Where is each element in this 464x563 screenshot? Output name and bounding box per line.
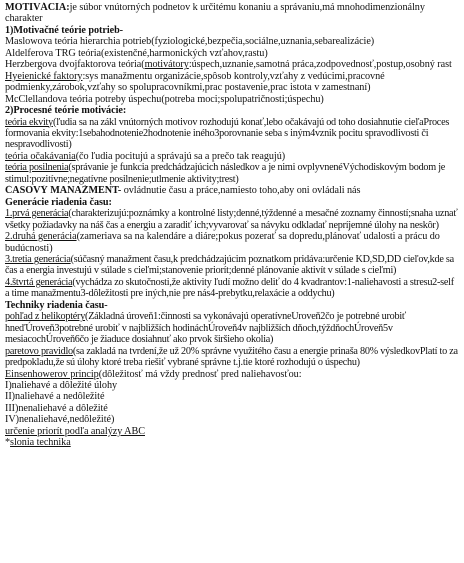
equity-term: teória ekvity	[5, 116, 53, 128]
abc-analysis-term: určenie priorít podľa analýzy ABC	[5, 425, 145, 437]
generation-3-definition: (súčasný manažment času,k predchádzajúcim poznatkom pridáva:určenie KD,SD,DD cieľov,kde sa čas a energia investujú v súlade s cieľmi;stanovenie priorít;denné plánovanie aktivít v súlade s cieľmi)	[5, 253, 454, 277]
motivacia-definition: je súbor vnútorných podnetov k určitému konaniu a správaniu,má mnohodimenzionálny charakter	[5, 2, 425, 25]
generation-3-term: 3.tretia generácia	[5, 253, 71, 265]
generation-3-paragraph	[5, 254, 459, 277]
section-heading-motivation-needs: 1)Motivačné teórie potrieb-	[5, 24, 124, 36]
generation-1-definition: (charakterizujú:poznámky a kontrolné listy;denné,týždenné a mesačné zoznamy činností;snaha uznať všetky požiadavky na náš čas a energiu a zaradiť ich;vyvarovať sa návyku odkladať nepríjemné úlohy na neskôr)	[5, 208, 458, 231]
generation-1-term: 1.prvá generácia	[5, 208, 69, 220]
helicopter-paragraph	[5, 311, 459, 345]
generation-4-term: 4.štvrtá generácia	[5, 276, 73, 288]
section-heading-generations: Generácie riadenia času:	[5, 196, 112, 208]
eisenhower-line	[5, 369, 459, 380]
section-heading-techniques: Techniky riadenia času-	[5, 299, 108, 311]
quadrant-2: II)naliehavé a nedôležité	[5, 391, 105, 403]
equity-definition: (ľudia sa na zákl vnútorných motivov rozhodujú konať,lebo očakávajú od toho dosiahnutie cieľaProces formovania ekvity:1sebahodnotenie2hodnotenie iného3porovnanie seba s iným4vznik pocitu spravodlivosti či nespravodlivosti)	[5, 116, 450, 151]
maslow-line: Maslowova teória hierarchia potrieb(fyziologické,bezpečia,sociálne,uznania,sebarealizácie)	[5, 36, 375, 48]
herzberg-intro: Herzbergova dvojfaktorova teória(	[5, 59, 145, 71]
expectancy-term: teória očakávania	[5, 150, 76, 162]
elephant-technique-line	[5, 437, 459, 448]
generation-2-definition: (zameriava sa na kalendáre a diáre;pokus pozerať sa dopredu,plánovať udalosti a prácu do budúcnosti)	[5, 231, 440, 254]
generation-4-definition: (vychádza zo skutočnosti,že aktivity ľudí možno deliť do 4 kvadrantov:1-naliehavosti a stresu2-self a time manažmentu3-dôležitosti pre iných,nie pre nás4-prebytku,relaxácie a oddychu)	[5, 276, 454, 300]
eisenhower-definition: (dôležitosť má vždy prednosť pred naliehavosťou:	[98, 368, 302, 380]
hygiene-paragraph	[5, 71, 459, 94]
elephant-technique-star: *	[5, 437, 11, 449]
generation-1-paragraph	[5, 208, 459, 231]
mcclelland-line: McClellandova teória potreby úspechu(potreba moci;spolupatričnosti;úspechu)	[5, 93, 324, 105]
expectancy-definition: (čo ľudia pocitujú a správajú sa a prečo tak reagujú)	[75, 150, 286, 162]
eisenhower-term: Einsenhowerov princip	[5, 368, 99, 380]
reinforcement-term: teória posilnenia	[5, 162, 69, 174]
quadrant-1: I)naliehavé a dôležité úlohy	[5, 379, 118, 391]
pareto-paragraph	[5, 346, 459, 369]
time-management-line	[5, 185, 459, 196]
hygiene-factors: :sys manažmentu organizácie,spôsob kontroly,vzťahy z vedúcimi,pracovné podmienky,zárobok,vzťahy so spolupracovníkmi,prac postavenie,prac istota v zamestnaní)	[5, 70, 385, 94]
time-management-definition: ovládnutie času a práce,namiesto toho,aby oni ovládali nás	[121, 185, 361, 197]
motivatory-term: motivátory	[144, 59, 189, 71]
expectancy-line	[5, 151, 459, 162]
equity-paragraph	[5, 117, 459, 151]
reinforcement-paragraph	[5, 162, 459, 185]
herzberg-paragraph	[5, 59, 459, 70]
helicopter-term: pohľad z helikoptéry	[5, 311, 86, 323]
alderfer-line: Aldelferova TRG teória(existenčné,harmonických vzťahov,rastu)	[5, 47, 268, 59]
time-management-term: ČASOVÝ MANAŽMENT-	[5, 185, 122, 197]
motivacia-line-1	[5, 2, 459, 25]
quadrant-3: III)nenaliehavé a dôležité	[5, 402, 108, 414]
quadrant-4: IV)nenaliehavé,nedôležité)	[5, 414, 115, 426]
helicopter-definition: (Základná úroveň1:činnosti sa vykonávajú operatívneÚroveň2čo je potrebné urobiť hneďÚroveň3potrebné urobiť v najbližších hodináchÚroveň4v najbližších dňoch,týždňochÚroveň5v mesiacochÚroveň6čo je žiaduce dosiahnuť ako prvok širšieho okolia)	[5, 311, 407, 346]
generation-2-paragraph	[5, 231, 459, 254]
hygiene-term: Hyeienické faktory	[5, 70, 83, 82]
section-heading-process-theories: 2)Procesné teórie motivácie:	[5, 105, 127, 117]
motivacia-term: MOTIVÁCIA:	[5, 2, 70, 13]
elephant-technique-term: slonia technika	[10, 437, 71, 449]
generation-4-paragraph	[5, 277, 459, 300]
generation-2-term: 2.druhá generácia	[5, 231, 77, 243]
pareto-term: paretovo pravidlo	[5, 345, 73, 357]
abc-analysis-line	[5, 426, 459, 437]
reinforcement-definition: (správanie je funkcia predchádzajúcich následkov a je nimi ovplyvnenéVýchodiskovým bodom je stimul:pozitívne;negatívne posilnenie;utlmenie aktivity;trest)	[5, 162, 446, 185]
pareto-definition: (sa zakladá na tvrdení,že už 20% správne využitého času a energie prinaša 80% výsledkovPlatí to za predpokladu,že sú úlohy ktoré treba riešiť vybrané správne t.j.tie ktoré rozhodujú o úspechu)	[5, 345, 458, 369]
herzberg-motivators: :úspech,uznanie,samotná práca,zodpovednosť,postup,osobný rast	[188, 59, 452, 71]
